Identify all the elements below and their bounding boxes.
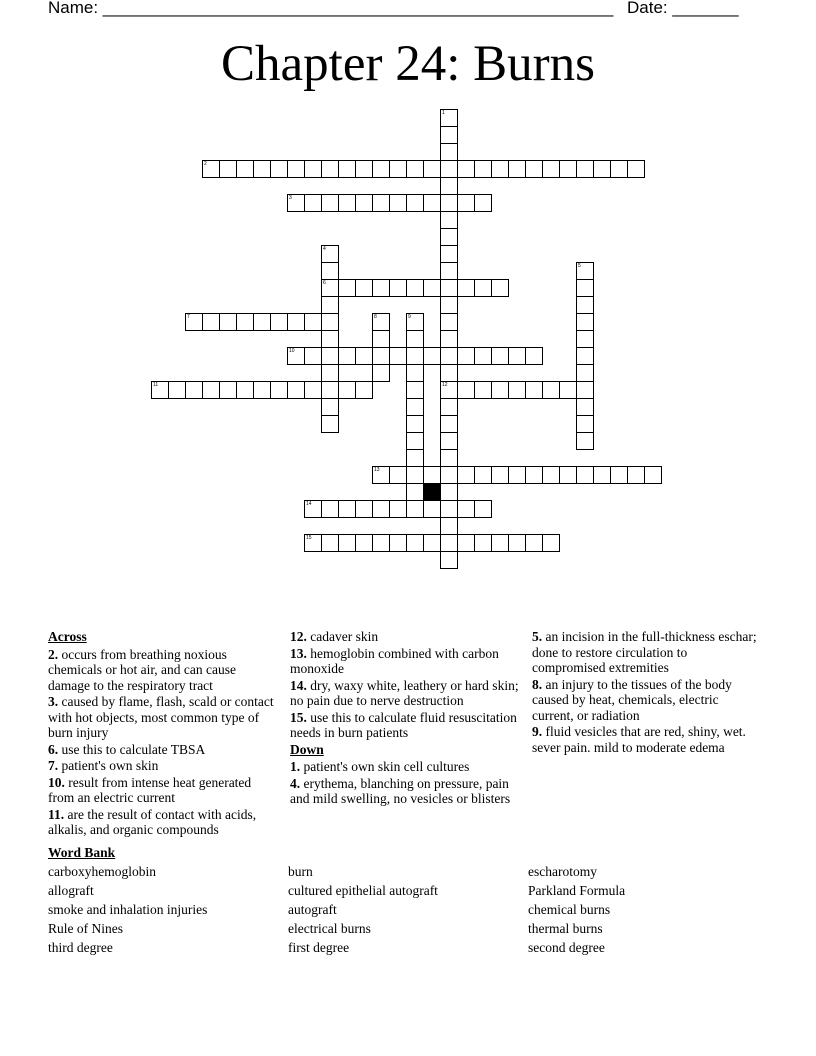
crossword-cell[interactable] xyxy=(508,160,526,178)
crossword-cell[interactable] xyxy=(389,279,407,297)
crossword-cell[interactable] xyxy=(474,500,492,518)
clue-number: 1 xyxy=(442,110,445,116)
word-bank-item: escharotomy xyxy=(528,864,597,879)
crossword-cell[interactable] xyxy=(321,279,339,297)
clue xyxy=(290,710,522,741)
crossword-cell[interactable] xyxy=(321,381,339,399)
crossword-cell[interactable] xyxy=(491,381,509,399)
crossword-cell[interactable] xyxy=(406,347,424,365)
crossword-cell[interactable] xyxy=(372,194,390,212)
crossword-cell[interactable] xyxy=(576,381,594,399)
crossword-cell[interactable] xyxy=(406,449,424,467)
crossword-cell[interactable] xyxy=(440,551,458,569)
word-bank-item: autograft xyxy=(288,902,337,917)
crossword-cell[interactable] xyxy=(219,160,237,178)
crossword-cell[interactable] xyxy=(406,313,424,331)
crossword-cell[interactable] xyxy=(321,296,339,314)
crossword-cell[interactable] xyxy=(321,313,339,331)
clue-text: are the result of contact with acids, alkalis, and organic compounds xyxy=(48,806,257,837)
clue xyxy=(48,758,280,774)
clue-number: 2. xyxy=(48,646,59,662)
clue-text: caused by flame, flash, scald or contact with hot objects, most common type of burn injury xyxy=(48,694,274,740)
crossword-cell[interactable] xyxy=(321,245,339,263)
crossword-cell[interactable] xyxy=(321,160,339,178)
clue xyxy=(48,807,280,838)
crossword-cell[interactable] xyxy=(457,160,475,178)
crossword-cell[interactable] xyxy=(304,381,322,399)
word-bank-item: burn xyxy=(288,864,313,879)
crossword-cell[interactable] xyxy=(287,194,305,212)
clue-number: 12. xyxy=(290,629,307,644)
crossword-cell[interactable] xyxy=(253,160,271,178)
clue-number: 12 xyxy=(442,382,448,388)
crossword-cell[interactable] xyxy=(304,534,322,552)
clue-text: an incision in the full-thickness eschar; done to restore circulation to compromised extremities xyxy=(532,629,757,675)
clue xyxy=(290,629,522,645)
crossword-cell[interactable] xyxy=(270,160,288,178)
crossword-cell[interactable] xyxy=(321,415,339,433)
crossword-cell[interactable] xyxy=(355,381,373,399)
clue-number: 8 xyxy=(374,314,377,320)
crossword-cell[interactable] xyxy=(508,466,526,484)
crossword-cell[interactable] xyxy=(321,330,339,348)
crossword-cell[interactable] xyxy=(287,313,305,331)
crossword-cell[interactable] xyxy=(338,194,356,212)
crossword-cell[interactable] xyxy=(440,245,458,263)
crossword-cell[interactable] xyxy=(542,466,560,484)
crossword-cell[interactable] xyxy=(321,500,339,518)
crossword-cell[interactable] xyxy=(406,432,424,450)
clue-number: 11. xyxy=(48,806,65,822)
crossword-cell[interactable] xyxy=(304,500,322,518)
crossword-cell[interactable] xyxy=(542,534,560,552)
crossword-cell[interactable] xyxy=(338,279,356,297)
crossword-cell[interactable] xyxy=(355,279,373,297)
crossword-cell[interactable] xyxy=(423,160,441,178)
clue xyxy=(48,742,280,758)
crossword-cell[interactable] xyxy=(338,347,356,365)
crossword-cell[interactable] xyxy=(423,534,441,552)
crossword-cell[interactable] xyxy=(576,262,594,280)
clue-text: dry, waxy white, leathery or hard skin; no pain due to nerve destruction xyxy=(290,677,519,708)
crossword-cell[interactable] xyxy=(253,313,271,331)
crossword-cell[interactable] xyxy=(542,160,560,178)
crossword-cell[interactable] xyxy=(440,109,458,127)
crossword-cell[interactable] xyxy=(321,262,339,280)
clue xyxy=(532,629,762,676)
clue xyxy=(48,694,280,741)
crossword-cell[interactable] xyxy=(202,381,220,399)
crossword-cell[interactable] xyxy=(542,381,560,399)
crossword-cell[interactable] xyxy=(576,466,594,484)
crossword-cell[interactable] xyxy=(151,381,169,399)
crossword-cell[interactable] xyxy=(610,160,628,178)
crossword-cell[interactable] xyxy=(576,415,594,433)
clue-text: hemoglobin combined with carbon monoxide xyxy=(290,645,499,676)
crossword-cell[interactable] xyxy=(440,500,458,518)
crossword-cell[interactable] xyxy=(440,143,458,161)
crossword-cell[interactable] xyxy=(253,381,271,399)
clue-number: 15 xyxy=(306,535,312,541)
name-line: Name: ______________________________________________________ xyxy=(48,0,614,17)
crossword-cell[interactable] xyxy=(423,466,441,484)
crossword-cell[interactable] xyxy=(440,296,458,314)
word-bank-title: Word Bank xyxy=(48,845,116,860)
crossword-cell[interactable] xyxy=(440,347,458,365)
crossword-cell[interactable] xyxy=(304,160,322,178)
crossword-cell[interactable] xyxy=(389,534,407,552)
crossword-cell[interactable] xyxy=(355,534,373,552)
crossword-cell[interactable] xyxy=(627,466,645,484)
clue-number: 14. xyxy=(290,677,307,693)
crossword-cell[interactable] xyxy=(423,279,441,297)
crossword-cell[interactable] xyxy=(440,330,458,348)
crossword-cell[interactable] xyxy=(457,381,475,399)
clue-number: 8. xyxy=(532,676,543,692)
word-bank-item: second degree xyxy=(528,940,605,955)
crossword-cell[interactable] xyxy=(406,466,424,484)
black-cell xyxy=(423,483,441,501)
clue-text: patient's own skin cell cultures xyxy=(300,759,470,774)
crossword-cell[interactable] xyxy=(440,262,458,280)
crossword-cell[interactable] xyxy=(440,466,458,484)
crossword-cell[interactable] xyxy=(525,466,543,484)
crossword-cell[interactable] xyxy=(593,160,611,178)
crossword-cell[interactable] xyxy=(491,347,509,365)
crossword-cell[interactable] xyxy=(270,313,288,331)
crossword-cell[interactable] xyxy=(372,534,390,552)
crossword-cell[interactable] xyxy=(270,381,288,399)
crossword-cell[interactable] xyxy=(389,466,407,484)
word-bank-item: smoke and inhalation injuries xyxy=(48,902,208,917)
crossword-cell[interactable] xyxy=(491,279,509,297)
crossword-cell[interactable] xyxy=(440,126,458,144)
crossword-cell[interactable] xyxy=(372,330,390,348)
crossword-cell[interactable] xyxy=(559,381,577,399)
clue-number: 9 xyxy=(408,314,411,320)
crossword-cell[interactable] xyxy=(372,500,390,518)
crossword-cell[interactable] xyxy=(202,313,220,331)
word-bank-item: Rule of Nines xyxy=(48,921,123,936)
crossword-cell[interactable] xyxy=(236,381,254,399)
down-heading: Down xyxy=(290,741,324,757)
crossword-cell[interactable] xyxy=(474,279,492,297)
crossword-cell[interactable] xyxy=(389,500,407,518)
crossword-cell[interactable] xyxy=(321,364,339,382)
clue-text: an injury to the tissues of the body caused by heat, chemicals, electric current, or radiation xyxy=(532,676,732,723)
clue-number: 10 xyxy=(289,348,295,354)
clue-number: 7. xyxy=(48,758,59,773)
across-heading: Across xyxy=(48,629,87,644)
crossword-cell[interactable] xyxy=(287,381,305,399)
clue xyxy=(48,775,280,806)
crossword-cell[interactable] xyxy=(457,194,475,212)
crossword-cell[interactable] xyxy=(474,466,492,484)
crossword-cell[interactable] xyxy=(525,534,543,552)
crossword-cell[interactable] xyxy=(576,160,594,178)
crossword-cell[interactable] xyxy=(559,160,577,178)
clue-text: fluid vesicles that are red, shiny, wet. sever pain. mild to moderate edema xyxy=(532,724,746,755)
crossword-cell[interactable] xyxy=(185,381,203,399)
crossword-cell[interactable] xyxy=(338,160,356,178)
crossword-cell[interactable] xyxy=(202,160,220,178)
clues-column-2 xyxy=(290,629,522,808)
crossword-cell[interactable] xyxy=(474,381,492,399)
crossword-cell[interactable] xyxy=(406,483,424,501)
clue-number: 5 xyxy=(578,263,581,269)
crossword-cell[interactable] xyxy=(440,381,458,399)
crossword-cell[interactable] xyxy=(406,364,424,382)
clue-number: 7 xyxy=(187,314,190,320)
crossword-cell[interactable] xyxy=(559,466,577,484)
clue-number: 3 xyxy=(289,195,292,201)
clue xyxy=(290,646,522,677)
crossword-cell[interactable] xyxy=(576,330,594,348)
crossword-cell[interactable] xyxy=(508,381,526,399)
crossword-cell[interactable] xyxy=(372,279,390,297)
crossword-cell[interactable] xyxy=(236,313,254,331)
crossword-cell[interactable] xyxy=(474,194,492,212)
crossword-cell[interactable] xyxy=(406,279,424,297)
crossword-cell[interactable] xyxy=(406,534,424,552)
crossword-cell[interactable] xyxy=(508,347,526,365)
clue xyxy=(290,776,522,807)
crossword-cell[interactable] xyxy=(610,466,628,484)
crossword-cell[interactable] xyxy=(185,313,203,331)
crossword-cell[interactable] xyxy=(457,466,475,484)
crossword-cell[interactable] xyxy=(321,398,339,416)
crossword-cell[interactable] xyxy=(406,194,424,212)
clue-text: use this to calculate fluid resuscitation needs in burn patients xyxy=(290,709,517,740)
crossword-cell[interactable] xyxy=(440,398,458,416)
clue-text: occurs from breathing noxious chemicals or hot air, and can cause damage to the respiratory tract xyxy=(48,646,236,693)
crossword-cell[interactable] xyxy=(440,432,458,450)
clue-number: 11 xyxy=(153,382,159,388)
crossword-cell[interactable] xyxy=(457,347,475,365)
crossword-cell[interactable] xyxy=(304,313,322,331)
word-bank-item: carboxyhemoglobin xyxy=(48,864,156,879)
clue xyxy=(532,724,762,755)
crossword-cell[interactable] xyxy=(627,160,645,178)
crossword-cell[interactable] xyxy=(576,398,594,416)
crossword-cell[interactable] xyxy=(372,160,390,178)
crossword-cell[interactable] xyxy=(440,160,458,178)
crossword-cell[interactable] xyxy=(440,194,458,212)
crossword-cell[interactable] xyxy=(355,500,373,518)
clue-number: 14 xyxy=(306,501,312,507)
clue-number: 1. xyxy=(290,759,301,774)
clue-number: 6. xyxy=(48,741,59,757)
crossword-cell[interactable] xyxy=(440,449,458,467)
crossword-cell[interactable] xyxy=(525,160,543,178)
crossword-cell[interactable] xyxy=(423,347,441,365)
crossword-cell[interactable] xyxy=(525,381,543,399)
crossword-cell[interactable] xyxy=(338,500,356,518)
clue-text: cadaver skin xyxy=(306,629,379,644)
crossword-cell[interactable] xyxy=(406,415,424,433)
crossword-cell[interactable] xyxy=(457,500,475,518)
crossword-cell[interactable] xyxy=(474,347,492,365)
word-bank-item: chemical burns xyxy=(528,902,611,917)
clue-number: 6 xyxy=(323,280,326,286)
crossword-cell[interactable] xyxy=(474,160,492,178)
word-bank-item: Parkland Formula xyxy=(528,883,626,898)
clue-text: use this to calculate TBSA xyxy=(58,741,206,757)
clue-number: 9. xyxy=(532,724,543,739)
crossword-cell[interactable] xyxy=(576,296,594,314)
clue-text: erythema, blanching on pressure, pain and mild swelling, no vesicles or blisters xyxy=(290,775,511,806)
clue-number: 2 xyxy=(204,161,207,167)
crossword-cell[interactable] xyxy=(338,381,356,399)
crossword-cell[interactable] xyxy=(168,381,186,399)
crossword-cell[interactable] xyxy=(440,228,458,246)
crossword-cell[interactable] xyxy=(440,211,458,229)
word-bank-item: cultured epithelial autograft xyxy=(288,883,438,898)
crossword-cell[interactable] xyxy=(406,381,424,399)
clue-number: 4 xyxy=(323,246,326,252)
crossword-cell[interactable] xyxy=(372,364,390,382)
clue-number: 5. xyxy=(532,629,543,644)
crossword-cell[interactable] xyxy=(525,347,543,365)
crossword-cell[interactable] xyxy=(321,347,339,365)
crossword-cell[interactable] xyxy=(491,160,509,178)
clue-text: result from intense heat generated from an electric current xyxy=(48,774,252,805)
crossword-cell[interactable] xyxy=(372,347,390,365)
clue xyxy=(48,647,280,694)
crossword-cell[interactable] xyxy=(321,194,339,212)
crossword-cell[interactable] xyxy=(440,517,458,535)
crossword-cell[interactable] xyxy=(219,313,237,331)
word-bank-item: first degree xyxy=(288,940,350,955)
crossword-cell[interactable] xyxy=(457,279,475,297)
crossword-cell[interactable] xyxy=(321,534,339,552)
crossword-cell[interactable] xyxy=(287,160,305,178)
page-title: Chapter 24: Burns xyxy=(221,36,595,92)
crossword-cell[interactable] xyxy=(440,483,458,501)
clue-number: 3. xyxy=(48,694,59,709)
crossword-cell[interactable] xyxy=(440,364,458,382)
crossword-cell[interactable] xyxy=(372,313,390,331)
word-bank-item: electrical burns xyxy=(288,921,371,936)
crossword-cell[interactable] xyxy=(406,160,424,178)
crossword-cell[interactable] xyxy=(406,398,424,416)
clues-column-3 xyxy=(532,629,762,756)
clue-text: patient's own skin xyxy=(58,758,159,773)
crossword-cell[interactable] xyxy=(457,534,475,552)
clue-number: 13 xyxy=(374,467,380,473)
crossword-cell[interactable] xyxy=(576,313,594,331)
crossword-cell[interactable] xyxy=(491,534,509,552)
crossword-cell[interactable] xyxy=(389,160,407,178)
crossword-cell[interactable] xyxy=(423,500,441,518)
clue-number: 10. xyxy=(48,774,65,790)
crossword-cell[interactable] xyxy=(389,194,407,212)
crossword-cell[interactable] xyxy=(576,432,594,450)
crossword-cell[interactable] xyxy=(644,466,662,484)
crossword-cell[interactable] xyxy=(474,534,492,552)
crossword-cell[interactable] xyxy=(355,347,373,365)
crossword-cell[interactable] xyxy=(440,313,458,331)
crossword-cell[interactable] xyxy=(406,500,424,518)
crossword-cell[interactable] xyxy=(219,381,237,399)
clue-number: 13. xyxy=(290,645,307,661)
word-bank-item: allograft xyxy=(48,883,94,898)
crossword-cell[interactable] xyxy=(576,279,594,297)
crossword-cell[interactable] xyxy=(508,534,526,552)
crossword-cell[interactable] xyxy=(576,364,594,382)
crossword-cell[interactable] xyxy=(355,160,373,178)
crossword-cell[interactable] xyxy=(423,194,441,212)
crossword-cell[interactable] xyxy=(440,177,458,195)
crossword-cell[interactable] xyxy=(372,466,390,484)
crossword-cell[interactable] xyxy=(440,279,458,297)
clue xyxy=(290,759,522,775)
crossword-cell[interactable] xyxy=(440,415,458,433)
crossword-cell[interactable] xyxy=(338,534,356,552)
word-bank-item: third degree xyxy=(48,940,113,955)
clues-column-1 xyxy=(48,629,280,839)
crossword-cell[interactable] xyxy=(236,160,254,178)
crossword-cell[interactable] xyxy=(593,466,611,484)
clue xyxy=(290,678,522,709)
crossword-cell[interactable] xyxy=(304,347,322,365)
clue-number: 4. xyxy=(290,775,301,791)
date-line: Date: _______ xyxy=(627,0,739,17)
crossword-cell[interactable] xyxy=(406,330,424,348)
crossword-cell[interactable] xyxy=(576,347,594,365)
crossword-cell[interactable] xyxy=(287,347,305,365)
clue-number: 15. xyxy=(290,709,307,725)
crossword-cell[interactable] xyxy=(304,194,322,212)
crossword-cell[interactable] xyxy=(491,466,509,484)
clue xyxy=(532,677,762,724)
crossword-cell[interactable] xyxy=(440,534,458,552)
crossword-cell[interactable] xyxy=(355,194,373,212)
crossword-cell[interactable] xyxy=(389,347,407,365)
word-bank-item: thermal burns xyxy=(528,921,603,936)
